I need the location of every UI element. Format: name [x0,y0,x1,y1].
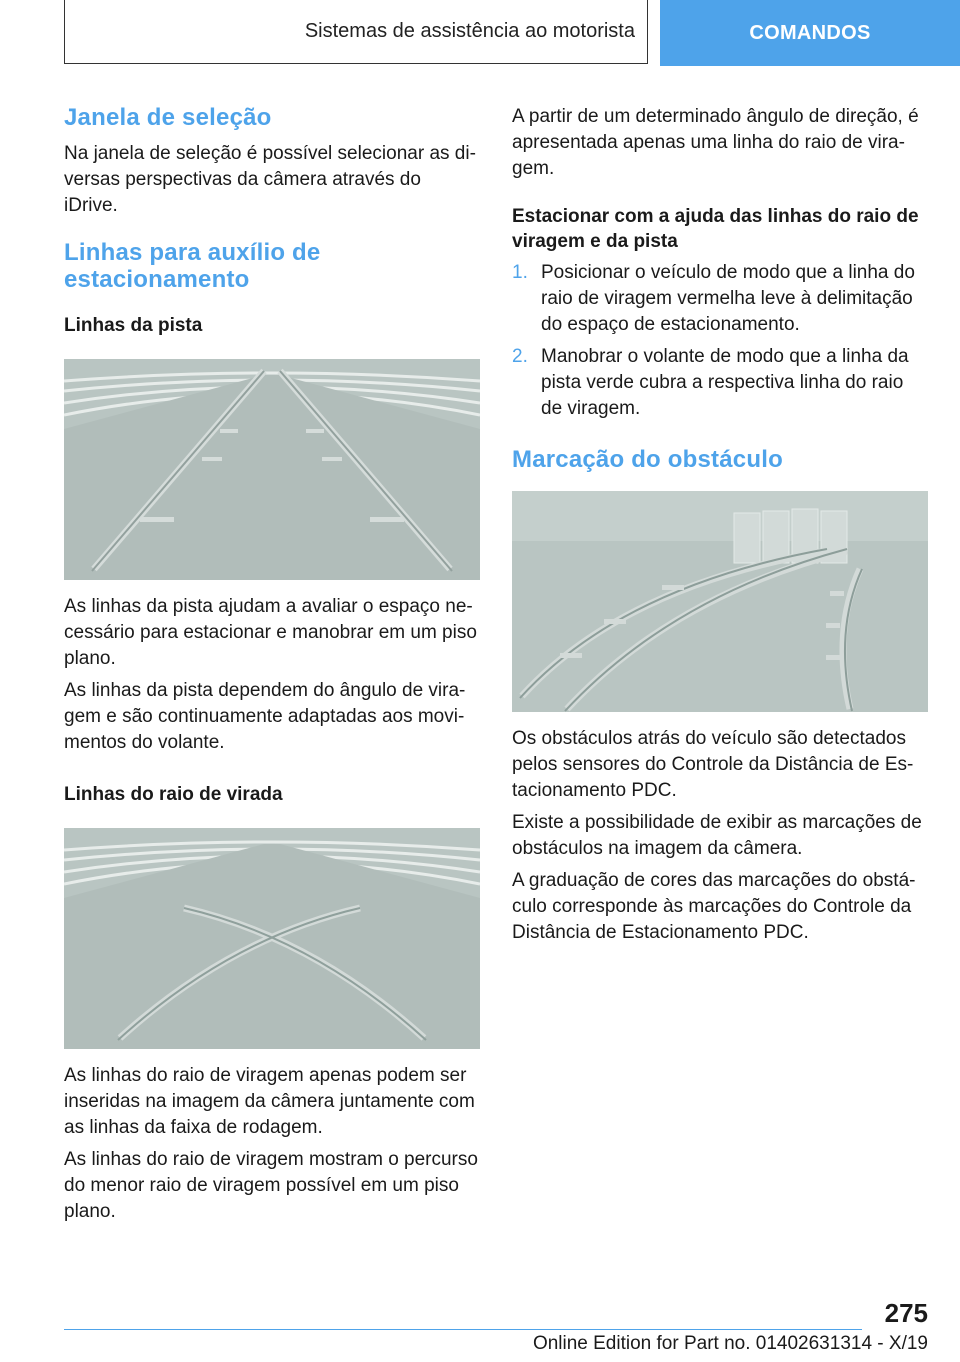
obstacle-marking-illustration [512,491,928,712]
paragraph-obstacles-1: Os obstáculos atrás do veículo são detectados pelos sensores do Controle da Distância de Es-tacionamento PDC. [512,728,914,801]
chapter-title: Sistemas de assistência ao motorista [304,20,635,42]
paragraph-obstacles-2: Existe a possibilidade de exibir as marcações de obstáculos na imagem da câmera. [512,812,922,859]
step-text: Posicionar o veículo de modo que a linha do raio de viragem vermelha leve à delimitação do espaço de estacionamento. [541,262,915,335]
right-column [512,100,928,946]
section-tab [660,0,960,66]
step-text: Manobrar o volante de modo que a linha da pista verde cubra a respectiva linha do raio de viragem. [541,346,909,419]
left-column [64,100,480,1225]
step-number: 2. [512,346,528,367]
heading-turn-radius-lines: Linhas do raio de virada [64,784,283,805]
paragraph-selection-window: Na janela de seleção é possível selecionar as di-versas perspectivas da câmera através do iDrive. [64,143,476,216]
paragraph-lane-lines-2: As linhas da pista dependem do ângulo de vira-gem e são continuamente adaptadas aos movi-mentos do volante. [64,680,466,753]
step-number: 1. [512,262,528,283]
paragraph-single-turn-line: A partir de um determinado ângulo de direção, é apresentada apenas uma linha do raio de vira-gem. [512,106,919,179]
footer-divider [64,1329,862,1330]
heading-obstacle-marking: Marcação do obstáculo [512,446,783,473]
running-header [64,0,648,64]
edition-footer: Online Edition for Part no. 01402631314 - X/19 [532,1333,928,1354]
list-item [512,344,928,422]
page-number: 275 [884,1298,928,1328]
paragraph-lane-lines-1: As linhas da pista ajudam a avaliar o espaço ne-cessário para estacionar e manobrar em um piso plano. [64,596,477,669]
list-item [512,260,928,338]
turn-radius-illustration [64,828,480,1049]
paragraph-turn-radius-1: As linhas do raio de viragem apenas podem ser inseridas na imagem da câmera juntamente com as linhas da faixa de rodagem. [64,1065,475,1138]
paragraph-obstacles-3: A graduação de cores das marcações do obstá-culo corresponde às marcações do Controle da Distância de Estacionamento PDC. [512,870,916,943]
parking-steps-list [512,260,928,422]
paragraph-turn-radius-2: As linhas do raio de viragem mostram o percurso do menor raio de viragem possível em um piso plano. [64,1149,478,1222]
heading-lane-lines: Linhas da pista [64,315,203,336]
heading-parking-with-lines: Estacionar com a ajuda das linhas do raio de viragem e da pista [512,206,919,252]
section-tab-label: COMANDOS [749,21,871,44]
lane-lines-illustration [64,359,480,580]
heading-parking-lines: Linhas para auxílio de estacionamento [64,239,321,293]
heading-selection-window: Janela de seleção [64,104,272,131]
